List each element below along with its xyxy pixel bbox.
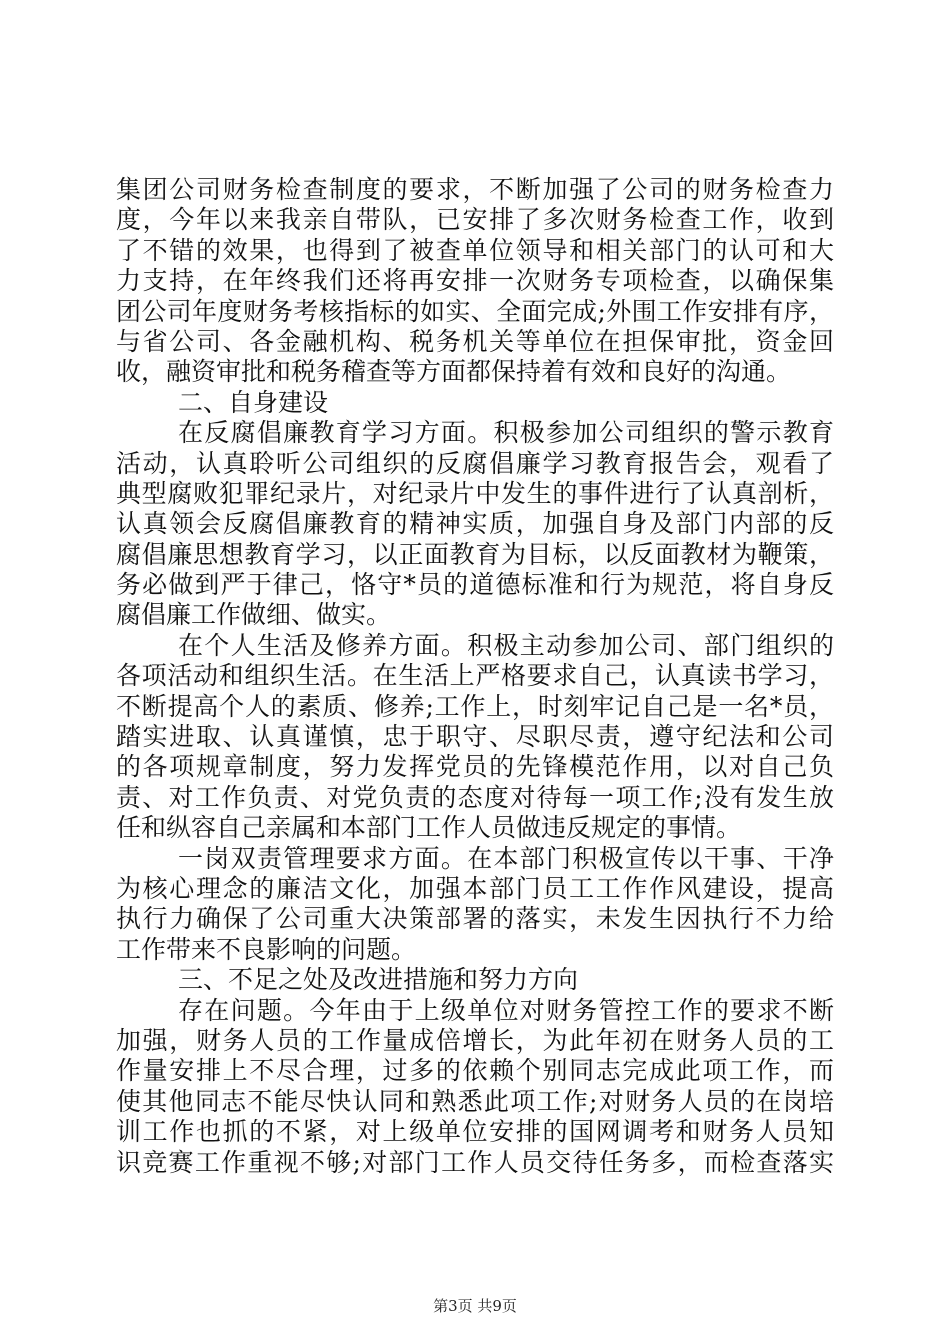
page-number-footer: 第3页 共9页 [433,1297,517,1315]
document-body [116,175,834,1178]
text-line: 团公司年度财务考核指标的如实、全面完成;外围工作安排有序， [116,296,834,326]
text-line: 集团公司财务检查制度的要求，不断加强了公司的财务检查力 [116,175,834,204]
text-line: 加强，财务人员的工作量成倍增长，为此年初在财务人员的工 [116,1025,834,1055]
text-line: 任和纵容自己亲属和本部门工作人员做违反规定的事情。 [116,813,742,843]
text-line: 典型腐败犯罪纪录片，对纪录片中发生的事件进行了认真剖析， [116,478,834,508]
text-line: 工作带来不良影响的问题。 [116,934,417,964]
text-line: 活动，认真聆听公司组织的反腐倡廉学习教育报告会，观看了 [116,448,834,478]
text-line: 度，今年以来我亲自带队，已安排了多次财务检查工作，收到 [116,205,834,235]
text-line: 三、不足之处及改进措施和努力方向 [178,965,579,995]
text-line: 力支持，在年终我们还将再安排一次财务专项检查，以确保集 [116,266,834,296]
text-line: 收，融资审批和税务稽查等方面都保持着有效和良好的沟通。 [116,357,792,387]
text-line: 作量安排上不尽合理，过多的依赖个别同志完成此项工作，而 [116,1056,834,1086]
text-line: 腐倡廉思想教育学习，以正面教育为目标，以反面教材为鞭策， [116,539,834,569]
text-line: 踏实进取、认真谨慎，忠于职守、尽职尽责，遵守纪法和公司 [116,722,834,752]
text-line: 不断提高个人的素质、修养;工作上，时刻牢记自己是一名*员， [116,691,834,721]
text-line: 识竞赛工作重视不够;对部门工作人员交待任务多，而检查落实 [116,1147,834,1177]
text-line: 在反腐倡廉教育学习方面。积极参加公司组织的警示教育 [178,418,834,448]
text-line: 二、自身建设 [178,387,329,417]
text-line: 存在问题。今年由于上级单位对财务管控工作的要求不断 [178,995,834,1025]
text-line: 责、对工作负责、对党负责的态度对待每一项工作;没有发生放 [116,782,834,812]
text-line: 使其他同志不能尽快认同和熟悉此项工作;对财务人员的在岗培 [116,1086,834,1116]
text-line: 一岗双责管理要求方面。在本部门积极宣传以干事、干净 [178,843,834,873]
text-line: 训工作也抓的不紧，对上级单位安排的国网调考和财务人员知 [116,1117,834,1147]
text-line: 执行力确保了公司重大决策部署的落实，未发生因执行不力给 [116,904,834,934]
text-line: 为核心理念的廉洁文化，加强本部门员工工作作风建设，提高 [116,873,834,903]
text-line: 了不错的效果，也得到了被查单位领导和相关部门的认可和大 [116,235,834,265]
text-line: 务必做到严于律己，恪守*员的道德标准和行为规范，将自身反 [116,570,834,600]
text-line: 认真领会反腐倡廉教育的精神实质，加强自身及部门内部的反 [116,509,834,539]
text-line: 腐倡廉工作做细、做实。 [116,600,392,630]
text-line: 的各项规章制度，努力发挥党员的先锋模范作用，以对自己负 [116,752,834,782]
text-line: 与省公司、各金融机构、税务机关等单位在担保审批，资金回 [116,326,834,356]
text-line: 各项活动和组织生活。在生活上严格要求自己，认真读书学习， [116,661,834,691]
text-line: 在个人生活及修养方面。积极主动参加公司、部门组织的 [178,630,834,660]
